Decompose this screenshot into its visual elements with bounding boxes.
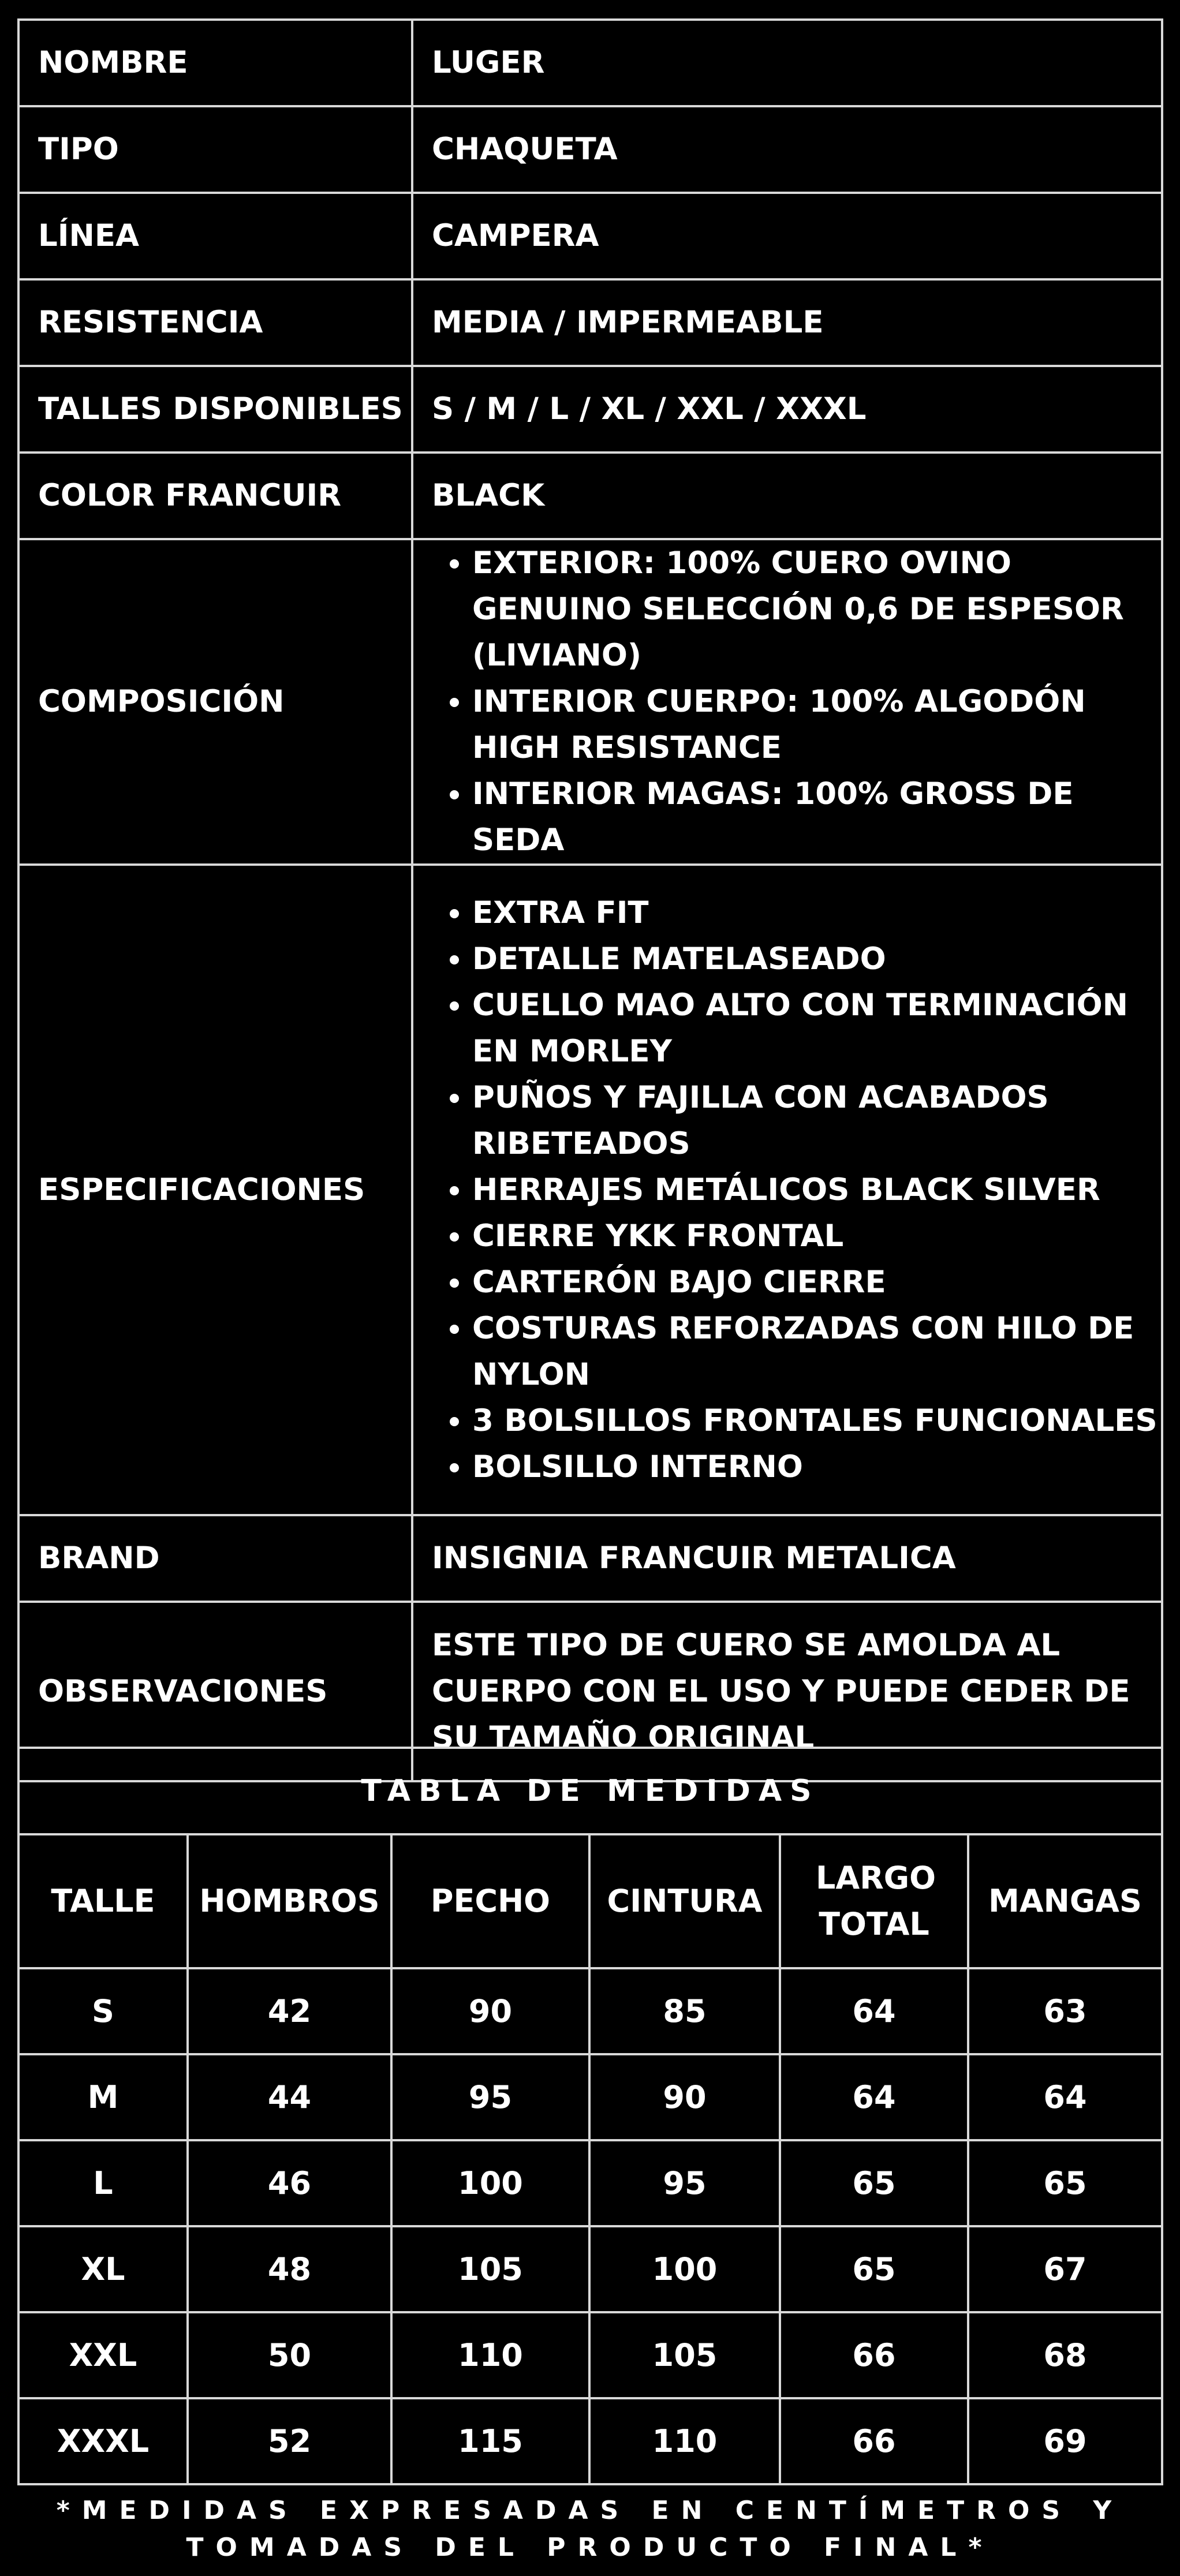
table-cell: 64	[968, 2054, 1162, 2140]
spec-row-color	[18, 453, 1162, 539]
table-row	[18, 2398, 1162, 2484]
spec-value: S / M / L / XL / XXL / XXXL	[412, 366, 1162, 453]
table-row	[18, 2140, 1162, 2226]
table-cell: XXXL	[18, 2398, 188, 2484]
list-item: • CARTERÓN BAJO CIERRE	[472, 1259, 1161, 1306]
spec-label: TALLES DISPONIBLES	[18, 366, 412, 453]
table-cell: 64	[780, 2054, 968, 2140]
spec-label: BRAND	[18, 1515, 412, 1602]
table-cell: 90	[589, 2054, 780, 2140]
spec-label: ESPECIFICACIONES	[18, 865, 412, 1515]
table-cell: 65	[780, 2226, 968, 2312]
list-item: • EXTRA FIT	[472, 890, 1161, 936]
spec-value	[412, 865, 1162, 1515]
table-cell: 95	[589, 2140, 780, 2226]
table-cell: 69	[968, 2398, 1162, 2484]
table-cell: S	[18, 1968, 188, 2054]
table-cell: 67	[968, 2226, 1162, 2312]
table-cell: 90	[391, 1968, 589, 2054]
table-cell: XXL	[18, 2312, 188, 2398]
spec-value	[412, 539, 1162, 865]
list-item: • INTERIOR MAGAS: 100% GROSS DE SEDA	[472, 771, 1161, 863]
spec-row-linea	[18, 193, 1162, 279]
spec-row-nombre	[18, 20, 1162, 106]
spec-label: COLOR FRANCUIR	[18, 453, 412, 539]
list-item: • CUELLO MAO ALTO CON TERMINACIÓN EN MORLEY	[472, 982, 1161, 1075]
measurements-footnote: *MEDIDAS EXPRESADAS EN CENTÍMETROS Y TOMADAS DEL PRODUCTO FINAL*	[56, 2496, 1124, 2562]
table-cell: L	[18, 2140, 188, 2226]
list-item: • INTERIOR CUERPO: 100% ALGODÓN HIGH RESISTANCE	[472, 679, 1161, 771]
table-cell: 66	[780, 2398, 968, 2484]
spec-row-brand	[18, 1515, 1162, 1602]
size-chart-table	[17, 1747, 1163, 2485]
spec-label: TIPO	[18, 106, 412, 193]
spec-label: LÍNEA	[18, 193, 412, 279]
column-header-mangas: MANGAS	[968, 1834, 1162, 1968]
list-item: • DETALLE MATELASEADO	[472, 936, 1161, 982]
spec-value: LUGER	[412, 20, 1162, 106]
table-row	[18, 2312, 1162, 2398]
list-item: • 3 BOLSILLOS FRONTALES FUNCIONALES	[472, 1398, 1161, 1444]
spec-label: COMPOSICIÓN	[18, 539, 412, 865]
column-header-talle: TALLE	[18, 1834, 188, 1968]
spec-value: CHAQUETA	[412, 106, 1162, 193]
table-cell: 110	[391, 2312, 589, 2398]
table-row	[18, 2226, 1162, 2312]
spec-row-talles	[18, 366, 1162, 453]
table-cell: 65	[780, 2140, 968, 2226]
table-row	[18, 2054, 1162, 2140]
spec-label: OBSERVACIONES	[18, 1602, 412, 1781]
spec-value: INSIGNIA FRANCUIR METALICA	[412, 1515, 1162, 1602]
spec-value: CAMPERA	[412, 193, 1162, 279]
table-cell: 85	[589, 1968, 780, 2054]
table-cell: 48	[188, 2226, 391, 2312]
table-cell: 63	[968, 1968, 1162, 2054]
product-spec-table	[17, 18, 1163, 1782]
table-cell: 68	[968, 2312, 1162, 2398]
size-chart-title: TABLA DE MEDIDAS	[18, 1748, 1162, 1834]
table-cell: XL	[18, 2226, 188, 2312]
table-cell: 46	[188, 2140, 391, 2226]
table-cell: 110	[589, 2398, 780, 2484]
column-header-cintura: CINTURA	[589, 1834, 780, 1968]
column-header-largo-total: LARGO TOTAL	[780, 1834, 968, 1968]
table-row	[18, 1968, 1162, 2054]
list-item: • EXTERIOR: 100% CUERO OVINO GENUINO SELECCIÓN 0,6 DE ESPESOR (LIVIANO)	[472, 540, 1161, 679]
table-cell: 95	[391, 2054, 589, 2140]
list-item: • COSTURAS REFORZADAS CON HILO DE NYLON	[472, 1306, 1161, 1398]
table-cell: 42	[188, 1968, 391, 2054]
table-cell: 64	[780, 1968, 968, 2054]
list-item: • CIERRE YKK FRONTAL	[472, 1213, 1161, 1259]
table-cell: 66	[780, 2312, 968, 2398]
spec-row-resistencia	[18, 279, 1162, 366]
spec-label: NOMBRE	[18, 20, 412, 106]
table-cell: M	[18, 2054, 188, 2140]
table-cell: 44	[188, 2054, 391, 2140]
size-chart-header-row	[18, 1834, 1162, 1968]
spec-row-composicion	[18, 539, 1162, 865]
table-cell: 105	[391, 2226, 589, 2312]
composition-list	[432, 540, 1161, 863]
spec-row-tipo	[18, 106, 1162, 193]
table-cell: 52	[188, 2398, 391, 2484]
table-cell: 100	[589, 2226, 780, 2312]
table-cell: 50	[188, 2312, 391, 2398]
spec-label: RESISTENCIA	[18, 279, 412, 366]
specifications-list	[432, 890, 1161, 1490]
spec-row-especificaciones	[18, 865, 1162, 1515]
list-item: • HERRAJES METÁLICOS BLACK SILVER	[472, 1167, 1161, 1213]
table-cell: 115	[391, 2398, 589, 2484]
spec-value: MEDIA / IMPERMEABLE	[412, 279, 1162, 366]
table-cell: 65	[968, 2140, 1162, 2226]
column-header-pecho: PECHO	[391, 1834, 589, 1968]
column-header-hombros: HOMBROS	[188, 1834, 391, 1968]
table-cell: 100	[391, 2140, 589, 2226]
spec-value: BLACK	[412, 453, 1162, 539]
spec-value: ESTE TIPO DE CUERO SE AMOLDA AL CUERPO CON EL USO Y PUEDE CEDER DE SU TAMAÑO ORIGINAL	[412, 1602, 1162, 1781]
table-cell: 105	[589, 2312, 780, 2398]
size-chart-title-row	[18, 1748, 1162, 1834]
list-item: • PUÑOS Y FAJILLA CON ACABADOS RIBETEADOS	[472, 1075, 1161, 1167]
list-item: • BOLSILLO INTERNO	[472, 1444, 1161, 1490]
